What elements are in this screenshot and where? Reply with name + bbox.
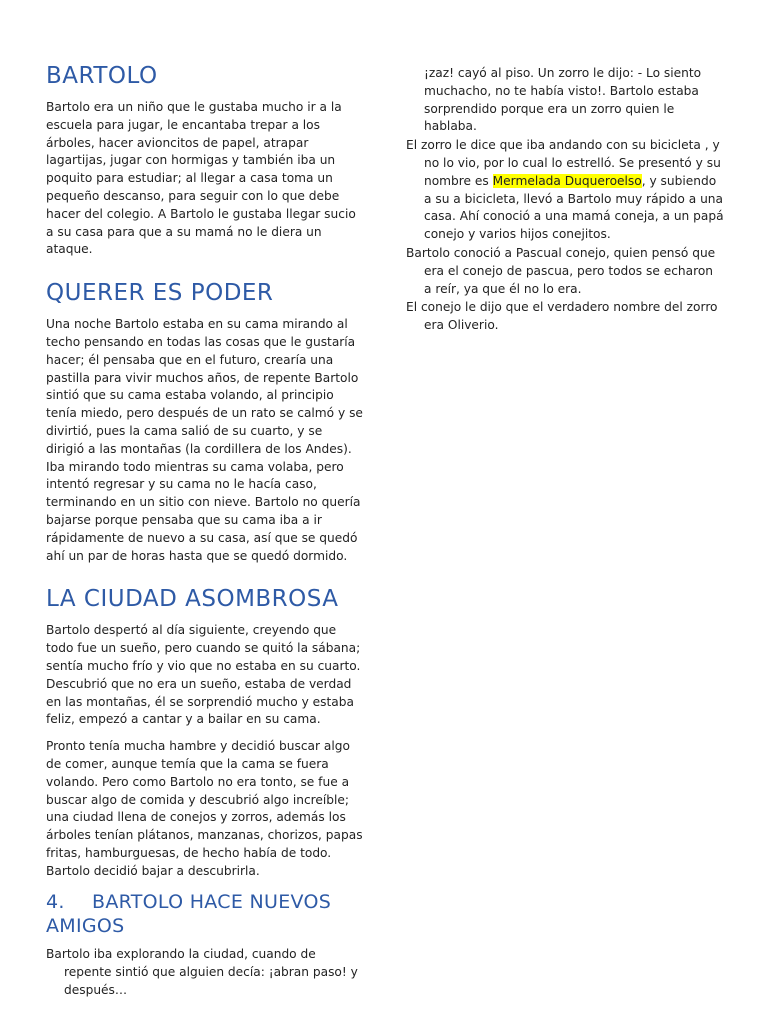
paragraph-nuevos-amigos-start: Bartolo iba explorando la ciudad, cuando de repente sintió que alguien decía: ¡abran paso! y después… bbox=[46, 947, 358, 998]
heading-bartolo-hace-nuevos-amigos bbox=[46, 890, 364, 938]
paragraph-oliverio: El conejo le dijo que el verdadero nombre del zorro era Oliverio. bbox=[406, 300, 718, 333]
section-title: BARTOLO HACE NUEVOS AMIGOS bbox=[46, 891, 332, 938]
paragraph-ciudad-2: Pronto tenía mucha hambre y decidió buscar algo de comer, aunque temía que la cama se fuera volando. Pero como Bartolo no era tonto, se fue a buscar algo de comida y descubrió algo increíble; una ciudad llena de conejos y zorros, además los árboles tenían plátanos, manzanas, chorizos, papas fritas, hamburguesas, de hecho había de todo. Bartolo decidió bajar a descubrirla. bbox=[46, 739, 363, 878]
heading-bartolo: BARTOLO bbox=[46, 63, 158, 89]
heading-querer-es-poder: QUERER ES PODER bbox=[46, 280, 274, 307]
paragraph-querer-es-poder: Una noche Bartolo estaba en su cama mirando al techo pensando en todas las cosas que le gustaría hacer; él pensaba que en el futuro, crearía una pastilla para vivir muchos años, de repente Bartolo sintió que su cama estaba volando, al principio tenía miedo, pero después de un rato se calmó y se divirtió, pues la cama salió de su cuarto, y se dirigió a las montañas (la cordillera de los Andes). Iba mirando todo mientras su cama volaba, pero intentó regresar y su cama no le hacía caso, terminando en un sitio con nieve. Bartolo no quería bajarse porque pensaba que su cama iba a ir rápidamente de nuevo a su casa, así que se quedó ahí un par de horas hasta que se quedó dormido. bbox=[46, 317, 363, 563]
highlighted-name: Mermelada Duqueroelso bbox=[492, 173, 642, 188]
section-number: 4. bbox=[46, 891, 65, 914]
heading-la-ciudad-asombrosa: LA CIUDAD ASOMBROSA bbox=[46, 586, 339, 613]
paragraph-zaz: ¡zaz! cayó al piso. Un zorro le dijo: - Lo siento muchacho, no te había visto!. Bartolo estaba sorprendido porque era un zorro quien le hablaba. bbox=[424, 66, 702, 134]
right-column bbox=[406, 65, 724, 336]
text-segment: El zorro le dice que iba andando con su bicicleta , y no lo vio, por lo cual lo estrelló. Se presentó y su nombre es bbox=[406, 138, 721, 188]
text-segment: , y subiendo a su a bicicleta, llevó a Bartolo muy rápido a una casa. Ahí conoció a una mamá coneja, a un papá conejo y varios hijos conejitos. bbox=[424, 173, 724, 242]
paragraph-ciudad-1: Bartolo despertó al día siguiente, creyendo que todo fue un sueño, pero cuando se quitó la sábana; sentía mucho frío y vio que no estaba en su cuarto. Descubrió que no era un sueño, estaba de verdad en las montañas, él se sorprendió mucho y estaba feliz, empezó a cantar y a bailar en su cama. bbox=[46, 623, 361, 727]
paragraph-bartolo: Bartolo era un niño que le gustaba mucho ir a la escuela para jugar, le encantaba trepar a los árboles, hacer avioncitos de papel, atrapar lagartijas, jugar con hormigas y también iba un poquito para estudiar; al llegar a casa toma un pequeño descanso, para seguir con lo que debe hacer del colegio. A Bartolo le gustaba llegar sucio a su casa para que a su mamá no le diera un ataque. bbox=[46, 100, 356, 257]
left-column bbox=[46, 62, 364, 1001]
paragraph-pascual-conejo: Bartolo conoció a Pascual conejo, quien pensó que era el conejo de pascua, pero todos se echaron a reír, ya que él no lo era. bbox=[406, 245, 716, 296]
paragraph-zorro-bicicleta bbox=[406, 137, 724, 244]
